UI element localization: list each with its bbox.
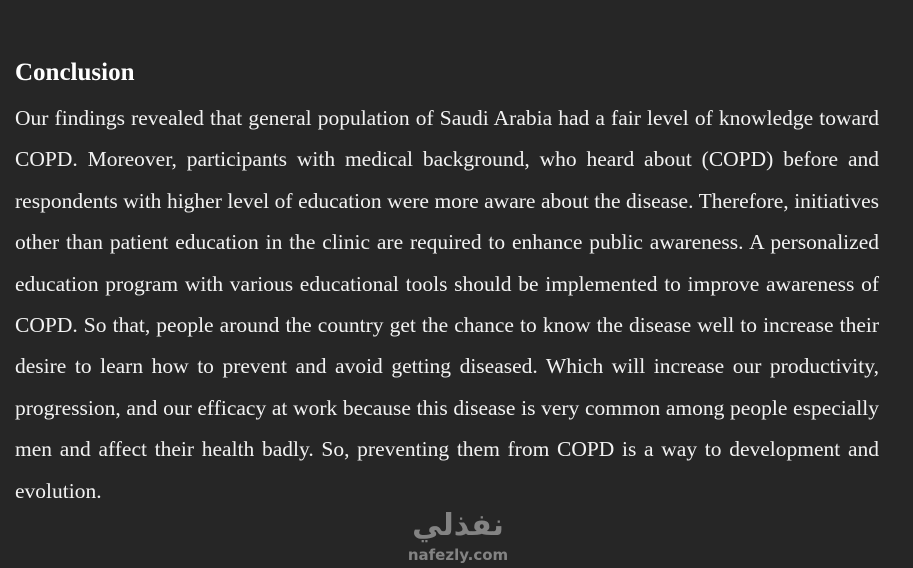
watermark-brand-arabic: نفذلي	[412, 508, 504, 543]
watermark-brand-url: nafezly.com	[407, 546, 509, 564]
watermark-logo	[402, 508, 514, 566]
conclusion-paragraph: Our findings revealed that general population of Saudi Arabia had a fair level of knowledge toward COPD. Moreover, participants with medical background, who heard about (COPD) before and respondents with higher level of education were more aware about the disease. Therefore, initiatives other than patient education in the clinic are required to enhance public awareness. A personalized education program with various educational tools should be implemented to improve awareness of COPD. So that, people around the country get the chance to know the disease well to increase their desire to learn how to prevent and avoid getting diseased. Which will increase our productivity, progression, and our efficacy at work because this disease is very common among people especially men and affect their health badly. So, preventing them from COPD is a way to development and evolution.	[15, 106, 879, 503]
section-heading: Conclusion	[15, 59, 135, 86]
